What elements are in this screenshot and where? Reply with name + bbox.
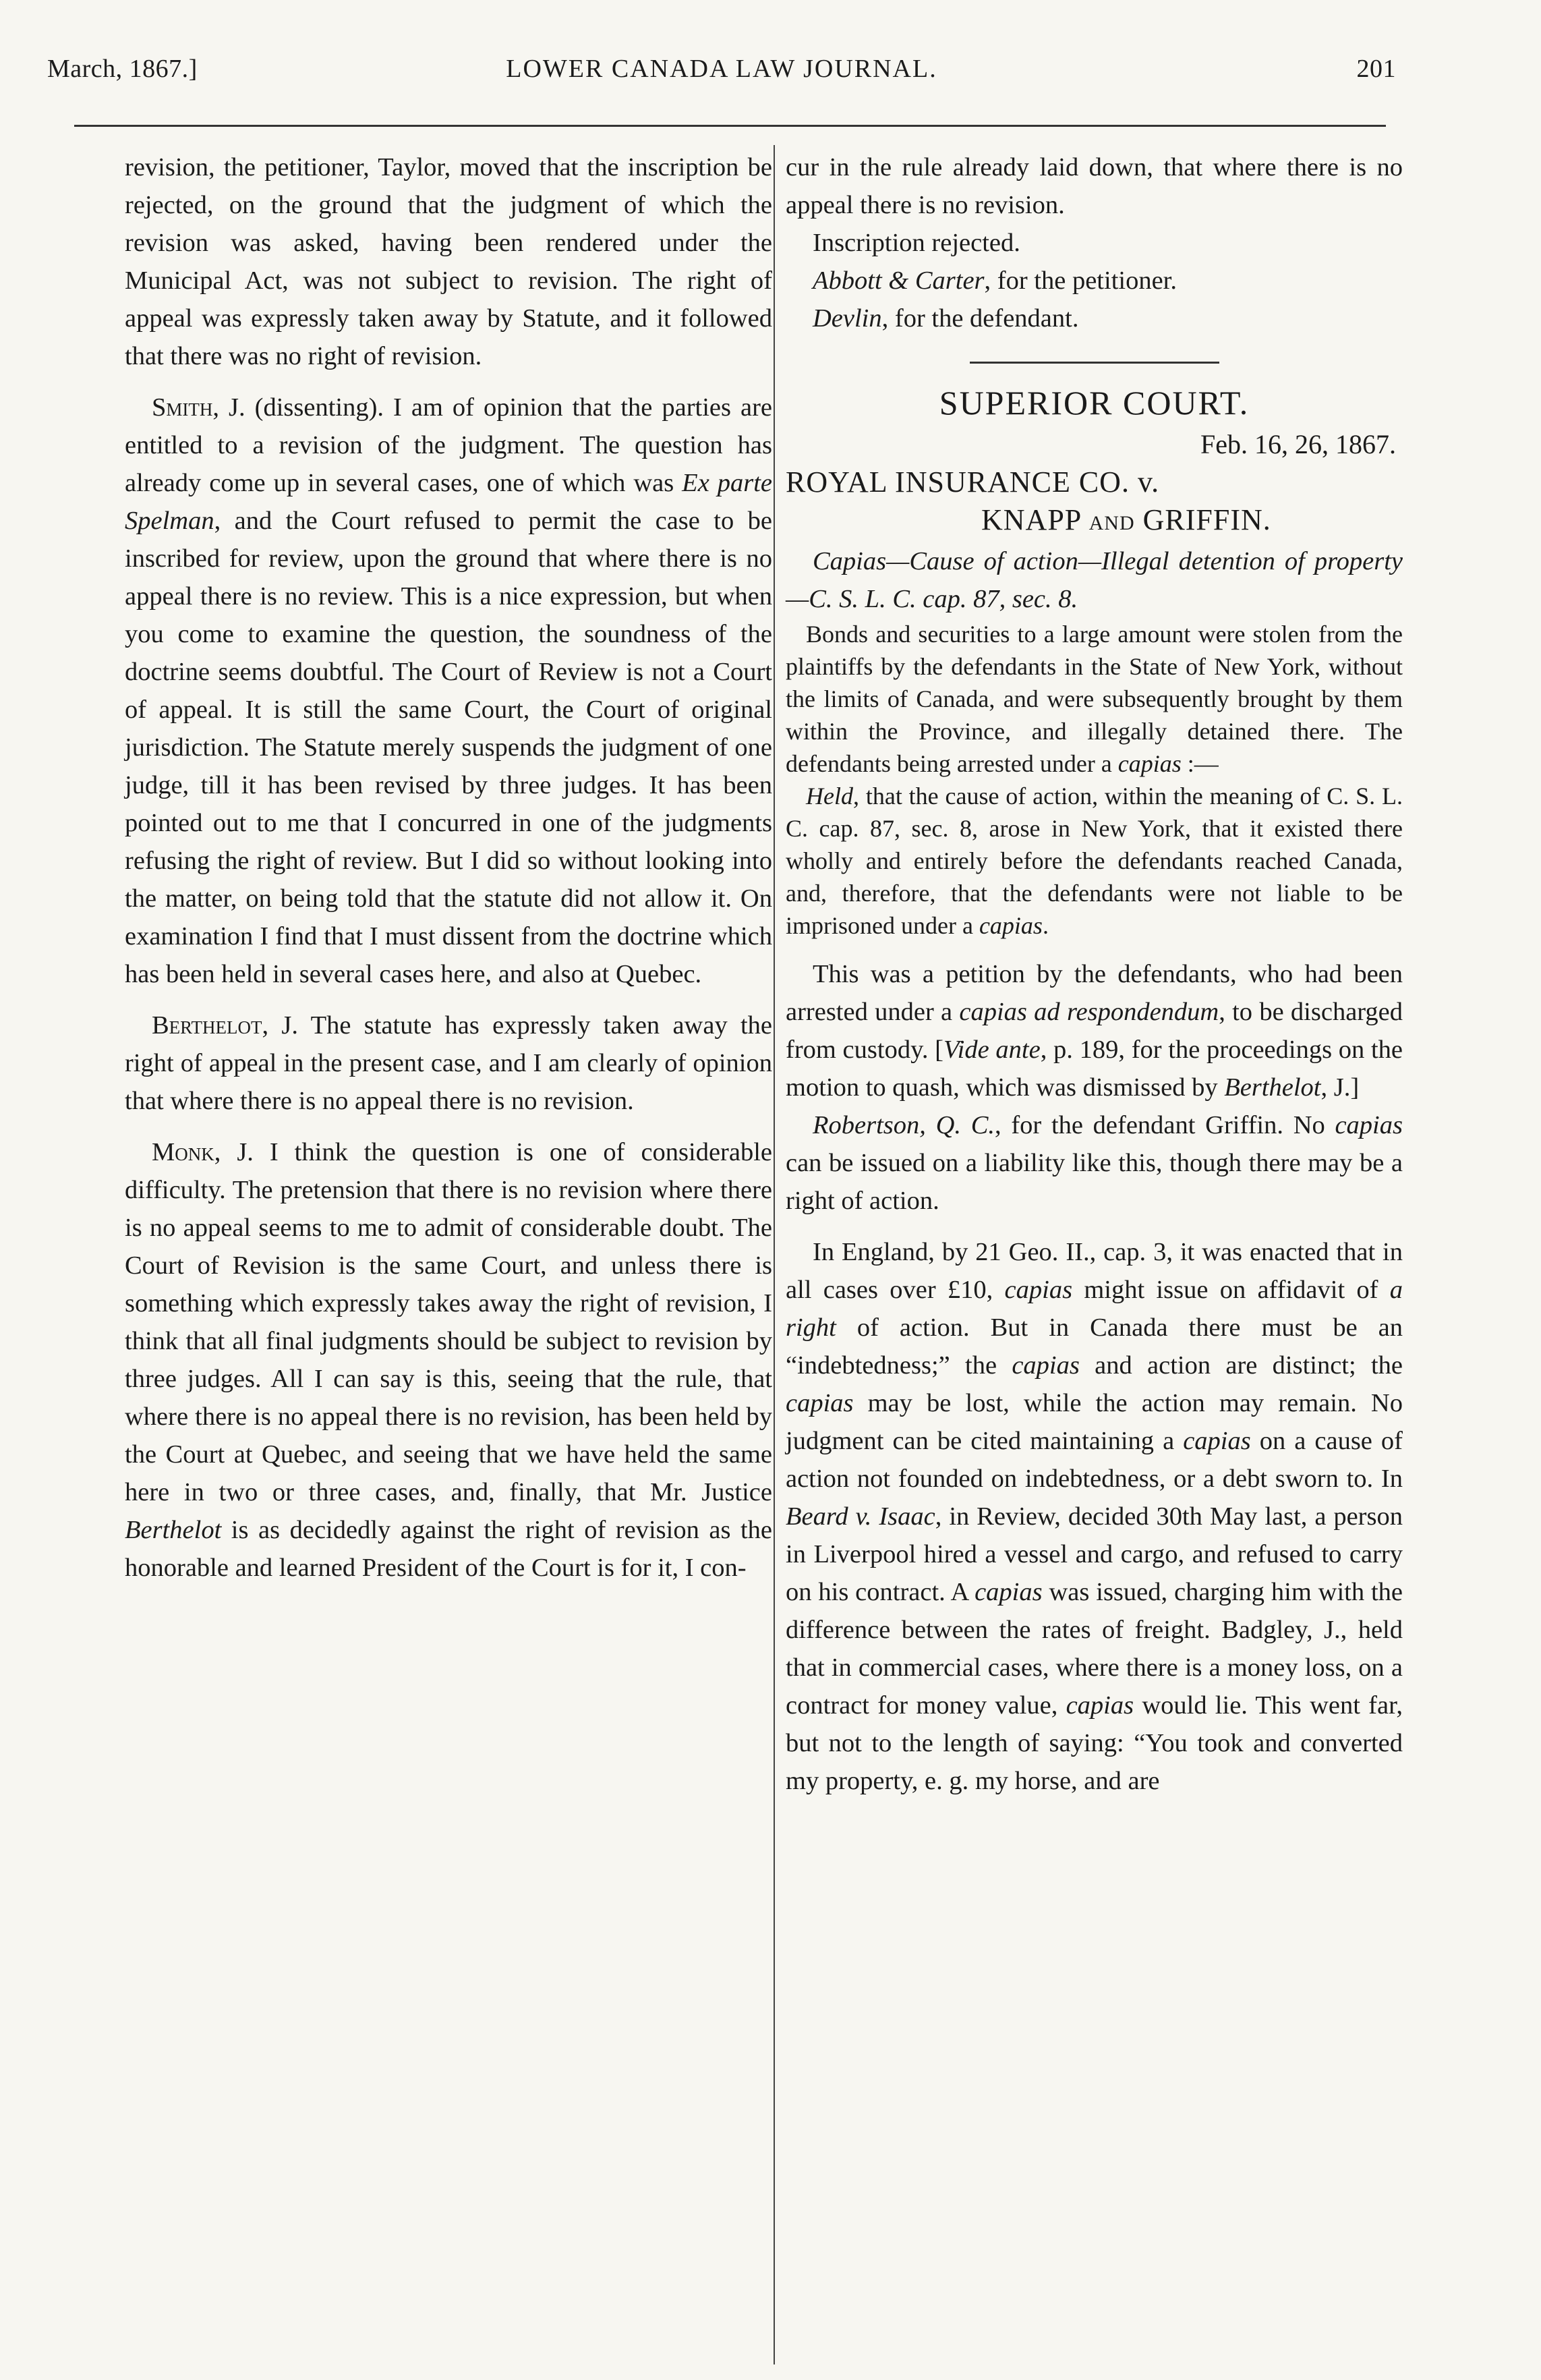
- syllabus-held: [786, 780, 1403, 942]
- writ-name: capias: [979, 912, 1043, 939]
- writ-name: capias: [786, 1389, 854, 1417]
- syllabus-text: .: [1042, 912, 1049, 939]
- paragraph-text: on a cause of action not founded on indebtedness, or a debt sworn to. In: [786, 1427, 1403, 1493]
- paragraph-text: This was a petition by the defendants, who had been arrested under a: [786, 960, 1403, 1026]
- result-line: Inscription rejected.: [813, 229, 1020, 257]
- cross-reference: Vide ante: [943, 1036, 1041, 1064]
- paragraph-text: is as decidedly against the right of revision as the honorable and learned President of the Court is for it, I con-: [125, 1516, 772, 1582]
- paragraph-england: [786, 1233, 1403, 1800]
- paragraph-text: revision, the petitioner, Taylor, moved that the inscription be rejected, on the ground that the judgment of which the revision was asked, having been rendered under the Municipal Act, was not subject to revision. The right of appeal was expressly taken away by Statute, and it followed that there was no right of revision.: [125, 153, 772, 370]
- right-column: [786, 148, 1403, 1800]
- writ-name: capias: [1004, 1276, 1073, 1304]
- case-party-plaintiff: ROYAL INSURANCE CO. v.: [786, 465, 1160, 499]
- writ-name: capias: [1012, 1351, 1080, 1380]
- and-word: AND: [1088, 512, 1135, 534]
- header-journal-title: LOWER CANADA LAW JOURNAL.: [506, 55, 937, 83]
- paragraph-text: might issue on affidavit of: [1072, 1276, 1390, 1304]
- paragraph-text: was issued, charging him with the difference between the rates of freight. Badgley, J., held that in commercial cases, where there is a money loss, on a contract for money value,: [786, 1578, 1403, 1720]
- paragraph-text: and action are distinct; the: [1079, 1351, 1403, 1380]
- section-rule: [970, 362, 1219, 364]
- paragraph-text: may be lost, while the action may remain. No judgment can be cited maintaining a: [786, 1389, 1403, 1455]
- judge-name-italic: Berthelot: [1224, 1073, 1321, 1102]
- emphasis: a right: [786, 1276, 1403, 1342]
- writ-name: capias ad respondendum: [959, 998, 1219, 1026]
- counsel-petitioner: [786, 262, 1403, 300]
- header-date: March, 1867.]: [47, 55, 198, 83]
- defendant-name: GRIFFIN.: [1134, 503, 1271, 536]
- paragraph-monk: [125, 1133, 772, 1587]
- writ-name: capias: [1066, 1691, 1134, 1720]
- paragraph-text: , p. 189, for the proceedings on the motion to quash, which was dismissed by: [786, 1036, 1403, 1102]
- paragraph-text: , to be discharged from custody. [: [786, 998, 1403, 1064]
- counsel-name: Devlin: [813, 304, 882, 333]
- case-citation: Ex parte Spelman: [125, 469, 773, 535]
- counsel-role: , for the petitioner.: [984, 266, 1177, 295]
- case-citation: Beard v. Isaac: [786, 1502, 935, 1531]
- syllabus-text: :—: [1181, 750, 1219, 777]
- page-number: 201: [1356, 55, 1396, 83]
- paragraph-berthelot: [125, 1007, 772, 1120]
- paragraph-text: I think the question is one of considerable difficulty. The pretension that there is no revision where there is no appeal seems to me to admit of considerable doubt. The Court of Revision is the same Court, and unless there is something which expressly takes away the right of revision, I think that all final judgments should be subject to revision by three judges. All I can say is this, seeing that the rule, that where there is no appeal there is no revision, has been held by the Court at Quebec, and seeing that we have held the same here in two or three cases, and, finally, that Mr. Justice: [125, 1138, 772, 1506]
- writ-name: capias: [1335, 1111, 1403, 1139]
- paragraph-text: , and the Court refused to permit the case to be inscribed for review, upon the ground that where there is no appeal there is no review. This is a nice expression, but when you come to examine the question, the soundness of the doctrine seems doubtful. The Court of Review is not a Court of appeal. It is still the same Court, the Court of original jurisdiction. The Statute merely suspends the judgment of one judge, till it has been revised by three judges. It has been pointed out to me that I concurred in one of the judgments refusing the right of review. But I did so without looking into the matter, on being told that the statute did not allow it. On examination I find that I must dissent from the doctrine which has been held in several cases here, and also at Quebec.: [125, 507, 772, 988]
- paragraph-text: would lie. This went far, but not to the length of saying: “You took and converted my property, e. g. my horse, and are: [786, 1691, 1403, 1795]
- court-heading: SUPERIOR COURT.: [939, 384, 1250, 422]
- defendant-name: KNAPP: [981, 503, 1089, 536]
- paragraph-text: of action. But in Canada there must be an “indebtedness;” the: [786, 1313, 1403, 1380]
- counsel-name: Robertson, Q. C.: [813, 1111, 995, 1139]
- paragraph-text: (dissenting). I am of opinion that the parties are entitled to a revision of the judgment. The question has already come up in several cases, one of which was: [125, 393, 772, 497]
- paragraph-text: can be issued on a liability like this, though there may be a right of action.: [786, 1149, 1403, 1215]
- paragraph-smith: [125, 389, 772, 993]
- case-headnote: Capias—Cause of action—Illegal detention of property—C. S. L. C. cap. 87, sec. 8.: [786, 547, 1403, 613]
- writ-name: capias: [975, 1578, 1043, 1606]
- left-column: [125, 148, 772, 1587]
- paragraph-petition: [786, 955, 1403, 1106]
- judge-name-berthelot: Berthelot, J.: [152, 1011, 299, 1040]
- paragraph-continuation: [125, 148, 772, 375]
- paragraph-text: The statute has expressly taken away the right of appeal in the present case, and I am clearly of opinion that where there is no appeal there is no revision.: [125, 1011, 772, 1115]
- paragraph-text: , J.]: [1320, 1073, 1360, 1102]
- syllabus-text: , that the cause of action, within the meaning of C. S. L. C. cap. 87, sec. 8, arose in New York, that it existed there wholly and entirely before the defendants reached Canada, and, therefore, that the defendants were not liable to be imprisoned under a: [786, 783, 1403, 939]
- writ-name: capias: [1183, 1427, 1251, 1455]
- counsel-defendant: [786, 300, 1403, 337]
- running-header: [47, 54, 1396, 94]
- header-rule: [74, 125, 1386, 127]
- paragraph-text: , for the defendant Griffin. No: [995, 1111, 1335, 1139]
- judge-name-italic: Berthelot: [125, 1516, 222, 1544]
- paragraph-text: cur in the rule already laid down, that where there is no appeal there is no revision.: [786, 153, 1403, 219]
- column-divider: [774, 145, 775, 2364]
- case-party-defendants: [786, 501, 1403, 542]
- syllabus-text: Bonds and securities to a large amount were stolen from the plaintiffs by the defendants in the State of New York, without the limits of Canada, and were subsequently brought by them within the Province, and illegally detained there. The defendants being arrested under a: [786, 621, 1403, 777]
- syllabus-facts: [786, 618, 1403, 780]
- counsel-name: Abbott & Carter: [813, 266, 985, 295]
- paragraph-continuation: [786, 148, 1403, 224]
- held-word: Held: [806, 783, 853, 810]
- paragraph-text: In England, by 21 Geo. II., cap. 3, it was enacted that in all cases over £10,: [786, 1238, 1403, 1304]
- counsel-role: , for the defendant.: [881, 304, 1079, 333]
- judge-name-smith: Smith, J.: [152, 393, 245, 422]
- paragraph-text: , in Review, decided 30th May last, a person in Liverpool hired a vessel and cargo, and refused to carry on his contract. A: [786, 1502, 1403, 1606]
- paragraph-robertson: [786, 1106, 1403, 1220]
- judge-name-monk: Monk, J.: [152, 1138, 254, 1166]
- case-date: Feb. 16, 26, 1867.: [1200, 429, 1396, 459]
- writ-name: capias: [1117, 750, 1182, 777]
